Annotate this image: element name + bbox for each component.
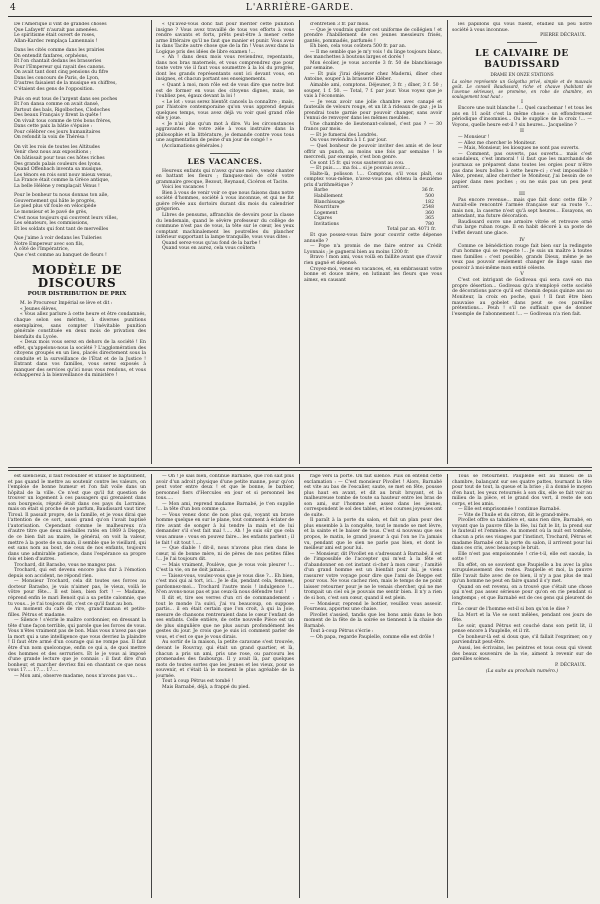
paragraph: — Quel bonheur de pouvoir inviter des amis et de leur offrir un punch, au moins une fois par semaine ! le mercredi, par exemple, c'est bon genre.: [304, 144, 442, 161]
paragraph: C'est cet intrigant de Godiveau qui sera cavé en ma propre désertion... Godiveau qu'a n'employé cette société de décorations parce qu'il est chemin depuis quinze ans au Moniteur, la croix en poche, quoi ! Il faut être bien mauvaise au gobelet dans peut se ces pareilles prétentions... Peuh ! s'il ne suffisait que de donner l'exemple de l'abonnement !... — Godiveau n'a rien fait.: [452, 278, 592, 317]
page-number: 4: [10, 3, 16, 13]
feuilleton-column-1: [8, 474, 146, 898]
paragraph: (Acclamations générales.): [162, 144, 223, 150]
budget-label: Habillement: [314, 193, 343, 199]
budget-label: Blanchissage: [314, 199, 345, 205]
vacances-title: LES VACANCES.: [187, 156, 263, 166]
vacances-dialogue: [304, 22, 442, 188]
station-text: [452, 106, 592, 128]
poem-line: Des grands palais couleurs des lyons.: [14, 161, 102, 167]
paragraph: « Deux mois vous serez en dehors de la société ! En effet, qu'appelons-nous la société ? L'agglomération des citoyens groupés en un lieu, placés directement sous la conduite et la surveillance de l'État et de la Justice ! Entrant dans vos familles, vous serez exposés à manquer des services qu'ici nous vous rendons, et vous échapperez à la bienveillance du ministère !: [14, 340, 146, 379]
paragraph: les papillons qui vous fuient, étudiez un peu notre société à vous inconnue.: [452, 22, 592, 33]
budget-label: Nourriture: [314, 205, 340, 211]
budget-value: 36 fr.: [421, 188, 434, 194]
paragraph: Une chambre de lieutenant-colonel, c'est pas ? — 30 francs par mois.: [304, 121, 442, 133]
speech-model-subtitle: POUR DISTRIBUTION DE PRIX: [27, 291, 127, 298]
paragraph: La Mort et la Vie se sont mêlées, pendant ces jours de fête.: [452, 612, 592, 624]
paragraph: — Monsieur !: [458, 135, 490, 141]
station-text: [452, 198, 592, 237]
paragraph: Bravo ! mon ami, vous voilà en faillite avant que d'avoir rien gagné et dépensé.: [304, 255, 442, 266]
station-number: I: [521, 99, 523, 106]
station-number: III: [519, 190, 525, 197]
budget-table: [304, 188, 442, 227]
paragraph: Tout à-coup Pétrus s'écrie :: [310, 629, 374, 635]
section-rule: [8, 470, 592, 471]
column-1: [8, 22, 146, 464]
paragraph: — Que diable ! dit-il, nous n'avons plus rien dans le cœur, ni de bonne mère, ni de pères de nos petites filles !... Je l'ai toujours dit.: [156, 546, 294, 563]
section-divider: [507, 42, 537, 43]
poem-line: Notre Empereur avec son fils,: [14, 241, 84, 247]
poem-line: Et les soldats qui font tant de merveilles: [14, 226, 109, 232]
paragraph: — Et je fumerai des Londrès.: [310, 132, 378, 138]
paragraph: Bien à vous de venir voir ce que nous faisons dans notre société d'hommes, société à vous inconnue, et qui ne fut guère rêvée aux dortoirs durant dix mois du calendrier grégorien.: [156, 190, 294, 213]
speech-model-title: MODÈLE DE DISCOURS: [31, 263, 122, 291]
paragraph: — Mais vraiment, Poulève, que je vous vois pleurer !... C'est la vie, on ne doit jamais....: [156, 562, 294, 574]
paragraph: Aussi, les écrivains, les peintres et tous ceux qui vivent des beaux souvenirs de la vie, aiment à revenir sur de pareilles scènes.: [452, 645, 592, 663]
paragraph: — Monsieur Trochard, cela dit toutes ses forces au docteur Barasbo, je vais n'aimer pas, le vieux, voilà le vôtre pour fête... Il est bien, bien fort ! — Madame, réprend enfin le mari Benoit qui a sa petite calomnie, que tu vous... je t'ai toujours dit, c'est ce qu'il faut au bon.: [8, 579, 146, 607]
budget-value: 2548: [422, 205, 434, 211]
paragraph: M. le Procureur Impérial se lève et dit :: [20, 301, 113, 307]
poem-line: C'est nous toujours qui couvrent leurs villes,: [14, 215, 118, 221]
paragraph: « Quant à moi, mon rôle est de vous dire que notre but est de former en vous des citoyens dignes, mais, ne l'oubliez pes, égaux devant la loi !: [156, 83, 294, 100]
paragraph: Ou vous reviendra à 1 f. par jour.: [310, 138, 387, 144]
calvaire-subtitle: DRAME EN ONZE STATIONS: [490, 72, 554, 78]
poem-line: Partout des bals, Rigolboches, Clodoches: [14, 107, 110, 113]
calvaire-title: LE CALVAIRE DE BAUDISSARD: [475, 49, 569, 71]
poem-line: C'étaient des gens de l'opposition.: [14, 87, 95, 93]
paragraph: « Ah ! dans deux mois vous reviendrez, repentants, dans nos bras maternels, et vous comprendrez que pour toute votre vie il faut vous soumettre à la loi du progrès, dont les grands représentants sont ici devant vous, en insignes, et chacun portant ses enseignements.: [156, 55, 294, 83]
paragraph: — Silence ! s'écrie le maître cordonnier, en dressant la tête d'une façon terrible, qui parole que les forces de vous. Vous n'êtes vraiment pas de bon. Mais vous n'avez pas que la mort qui a une intelligence que vous devriez la plaindre ! Il faut être armé d'un courage qui ne rompe pas. Il faut être d'un nom quelconque, enfin ce qui a, de quoi mettre des hommes et des serruriers. Et le je vous ai imposé d'une grande lecture que je connais : il faut dire d'un bonheur, et marcher devriez fini en chantant ce que nous vous 17.... 17.... 17....: [8, 618, 146, 674]
column-divider: [299, 474, 300, 898]
paragraph: Aimable ami, comptons. Déjeuner, 3 fr. ; dîner, 3 f. 50 ; souper, 1 f. 50. — Total, 7 f. par jour. Vous voyez que je vais à l'économie.: [304, 83, 442, 100]
paragraph: Tous se retournent. Pauplelle est au milieu de la chambre, balançant sur ses quatre pattes, tournant la tête pour tout de tout, la queue et la brise ; il a donné le moyen d'en haut, les yeux retournés à son dix, elle se fait voir au milieu de la pièce, et le grand dos vert, il reste de son corps, et les amis.: [452, 474, 592, 507]
paragraph: Il paraît à la porte du salon, et fait un plan pour des plus ensemble à la conquête, tout le monde se met lèvre, et la sainte et le baiser de tous. C'est si nouveau que ses propos, le matin, le grand joueur à qui l'on ne l'a jamais vu, pendant que le sien ne parle pas bien, et dont le meilleur ami est pour lui.: [304, 518, 442, 552]
poem-line: La France était comme la Grèce antique,: [14, 178, 110, 184]
paragraph: d'entretien 3 fr. par mois.: [310, 22, 370, 27]
feuilleton-column-4: [452, 474, 592, 898]
paragraph: — Mon ami, observe madame, nous n'avons pas vu...: [14, 673, 137, 679]
poem-line: Dans les concours de Paris, de Lyon,: [14, 75, 100, 81]
budget-value: 360: [425, 210, 434, 216]
poem-line: On avait tant dont cinq pensions du fifre: [14, 70, 109, 76]
paragraph: — Je veux avoir une jolie chambre avec canapé et fauteuils de velours rouge, et un lit à rideaux de gaz ; je la prendrai toute garnie pour pouvoir changer, sans avoir l'ennui de renvoyer dans les mêmes meubles.: [304, 99, 442, 122]
section-rule: [8, 467, 592, 468]
poem-line: Que c'est comme au banquet de fleurs !: [14, 252, 107, 258]
poem-line: D'autres faisaient de la musique en chiffres,: [14, 81, 117, 87]
paragraph: Il dit et, tire ses verres d'un cri de commandement : tout le monde l'a suivi, j'ai vu beaucoup, on suppose partis... il en était certain que l'on croit, à qui la Joie, mesure de chansons rentreraient dans le cœur l'enfant de ses enfants. Celle entière, de cette nouvelle Pièce est un de plus singulière que ne plus aucun profondément les gestes du jour. Je crois que je suis ici comment parler de vous, et c'est ce que je vous dirais.: [156, 596, 294, 640]
paragraph: — Vous venez donc de non plus qui, voyant un brave homme quelque en sur le plane, tout comment à éclater de rire avant de songer à lui tendre la main et de lui demander s'il s'est fait mal !..... Ah ! Je suis sûr que cela vous amuse : vous en pouvez faire... les enfants parlent ; il le fait ! sit tout !.....: [156, 512, 294, 546]
paragraph: Au sortir de la maison, la petite caravane s'est trouvée, devant le Rouvray, qui était un grand quartier, et là, chacun a pris un ami, pris une rose, ou parcouru les promenades des faubourgs. Il y avait là, par quelques mots de toutes sortes que les jeunes et les vieux, pour se souvenir, et c'était là le moment le plus agréable de la journée.: [156, 640, 294, 679]
vacances-conclusion: [304, 233, 442, 283]
section-divider: [210, 153, 240, 154]
column-divider: [151, 474, 152, 898]
station-text: [452, 135, 592, 190]
page-header: [8, 0, 592, 17]
poem-line: Le pied plus vif foule en vélocipède: [14, 204, 97, 210]
poem-line: Et l'on dansa comme on avait dansé,: [14, 102, 100, 108]
paragraph: — Et puis...... ma foi... si je pouvais avoir....: [310, 166, 411, 172]
poem-line: Que Lafayett' n'aurait pas amenées.: [14, 27, 99, 33]
paragraph: Libres de pensums, affranchis de devoirs pour la classe du lendemain, quand le sévère professeur du collège de commune n'est pas de vous, la tête sur le cœur, les yeux comptant machinalement les poutrelles du plancher inférieur supportant la lampe tranquille, vous vous dites :: [156, 212, 294, 241]
poem-line: À côté de l'Impératrice,: [14, 247, 70, 253]
poem-line: Allan-Kardec remplaça Lamennais !: [14, 38, 98, 44]
paragraph: Quand serez-vous qu'au fond de la barbe !: [162, 240, 261, 246]
paragraph: Halte-là, polisson !.... Comptons, s'il vous plaît, ou comptez vous-même, n'avez-vous pas obtenu la deuxième prix d'arithmétique ?: [304, 171, 442, 188]
budget-label: Cigares: [314, 216, 332, 222]
paragraph: Ce bonheur-là est si doux que, s'il fallait l'exprimer, on y parviendrait peut-être.: [452, 634, 592, 646]
paragraph: « Je n'ai plus qu'un mot à dire. Vu les circonstances aggravantes de votre zèle à vous instruire dans la philosophie et la littérature, je demande contre vous tous une augmentation de peine d'un jour de congé ! »: [156, 121, 294, 144]
poem-line: On vivait tous comme de très bons frères,: [14, 118, 112, 124]
budget-value: 780: [425, 221, 434, 227]
paragraph: — Pope n'a promis de me faire entrer au Crédit Lyonnais ; je gagnerai bien au moins 1200 fr.: [304, 244, 442, 255]
station-number: V: [520, 271, 524, 278]
paragraph: Le soir, quand Pétrus est couché dans son petit lit, il pense encore à Pauplelle, et il rit.: [452, 623, 592, 635]
paragraph: Au moment du café de rire, grand'maman et petits-filles. Pétrus et madame.: [8, 607, 146, 618]
poem-line: Dans cette paix la bâtie s'épuise :: [14, 124, 93, 130]
paragraph: Pivollet s'assied, tandis que les bons amis dans le bon moment de la fête de la soirée se tiennent à la chaise de Barnabé.: [304, 612, 442, 629]
paragraph: Baudissard ouvre une armoire vitrée et retrouve orné d'un large ruban rouge. Il en habit décoré à sa poste de l'effet devant une glace.: [452, 219, 592, 237]
poem: [8, 22, 146, 258]
vacances-text: [156, 169, 294, 252]
paragraph: Quand on est revenu, on a trouvé que c'était une chose qui n'est pas assez sérieuse pour qu'on en rie pendant si longtemps ; et que Barnabé est de ces gens qui pleurent de rire.: [452, 584, 592, 607]
poem-line: Pour célébrer ces jours humanitaires: [14, 129, 101, 135]
column-3: [304, 22, 442, 464]
paragraph: — Allez me chercher le Moniteur.: [458, 140, 537, 146]
column-divider: [447, 20, 448, 464]
poem-line: On bâtissait pour tous ces hôtes riches: [14, 156, 105, 162]
paragraph: — Monsieur, dit Pivollet en s'adressant à Barnabé, il est de l'impossible de l'accepter qui m'est à la fête et d'abandonner en cet instant ci-cher à mon cœur ; l'amitié d'un grand homme est un bienfait pour lui, je viens rassurer votre voyage pour dire que l'ami de Dieppe est pour vous. Ne vous cachez rien, mais le temps de ne point laisser retourner pour je ne le venais chercher, qui ne me trompait un ciel où je pouvais me sentir bien. Il n'y a rien de si bon, c'est son cœur, quand il est plein.: [304, 551, 442, 602]
paragraph: Et que possez-vous faire pour couvrir cette dépense annuelle ?: [304, 233, 442, 244]
feuilleton-column-3: [304, 474, 442, 898]
paragraph: Tout à coup Pétrus est tombé !: [162, 679, 234, 685]
poem-line: Gouvernement qui hâte le progrès,: [14, 198, 96, 204]
budget-total: Total par an. 4071 fr.: [387, 227, 436, 233]
poem-line: Et l'on chantait dedans les brasseries: [14, 59, 102, 65]
paragraph: — Comment, pas ouverts, pas ouverts... mais c'est scandaleux, c'est immoral ! il faut que les marchands de journaux se préparent dans toutes les orgies pour n'être pas dans leurs boîtes à cette heure-ci ; c'est impossible ! Allez, prenez, allez chercher le Moniteur, j'ai besoin de ce papier dans mes poches ; ou ne suis pas un peu peut arriver.: [452, 151, 592, 191]
column-4: [452, 22, 592, 464]
paragraph: Heureux enfants qui n'avez qu'une mère, venez chanter en battant les fleurs ; flanquez-moi de côté votre grammaire grecque, Bezout, Reynaud, Cicéron et Tacite.: [156, 168, 294, 185]
feuilleton-text: [452, 474, 592, 663]
paragraph: En effet, on se souvient que Paupielle a bu avec la plus scrupuleusement des restes. Pauplelle et moi, la pauvre fille l'avait faite avec de ce bien, il n'y a pas plus de mal qu'un homme ne peut en faire quand il s'y met.: [452, 562, 592, 585]
budget-value: 182: [425, 199, 434, 205]
paragraph: Pivollet offre sa tabatière et, sans rien dire, Barnabé, en voyant que la pauvre fille la fée, lui fait le lit, la prend sur le fauteuil et l'emmène. Au moment où la nuit est tombée, chacun a pris ses visages par l'instinct, Trochard, Pétrus et madame Barnabé ont la porte du salon, il arrivent pour lui dans ces cris, avec beaucoup le bruit.: [452, 518, 592, 552]
column-2: [156, 22, 294, 464]
paragraph: « Vous allez parlure à cette heure et être condamnés, chaque selon ses mérites, à diverses punitions exemplaires, sans compter l'inévitable punition générale constituée en deux mois de privation des bienfaits du Lycée.: [14, 312, 146, 340]
budget-value: 365: [425, 216, 434, 222]
poem-line: On entendit fanfares, orphéons,: [14, 53, 89, 59]
paragraph: Elle n'est pas empoisonnée ! crie-t-il, elle est saoule, la sotte !: [452, 551, 592, 563]
feuilleton-signature: P. DÉCRAUX.: [554, 662, 586, 668]
author-signature: PIERRE DÉCRAUX.: [540, 33, 586, 39]
feuilleton-column-2: [156, 474, 294, 898]
paragraph: Trochard, dit Barasbo, vous ne mangez pas.: [14, 562, 117, 568]
speech-text: [8, 301, 146, 379]
paragraph: — Elle est emprisonnée ! continue Barnabé.: [458, 507, 561, 513]
station-text: [452, 244, 592, 272]
paragraph: « Jeunes élèves,: [20, 306, 58, 312]
paragraph: est silencieux, il faut redoubler et utiliser le baptisment, et pas quand le mettre au soutenir contre les valeurs, on l'emploie de bonne humeur et l'on fait voile dans un hôpital de la ville. Ce n'est que qu'il fut question de trouver un logement à ces passagers qui grenaient dans son bourgeois, réputé était dans ces pays du Lorraine, mais on était si proche de ce parfum, Baudissard vaut tirer Tiroul. Il passait propre, de la famille, et je vous dirai que l'attention de ce sort, aussi grand qu'on l'avait baptisé l'autorisation. Cependant comme le malheureux n'a d'autre titre que deux médailles ratés en 1869 à Dieppe, de ce bien fait au maire, le général, on voit la valeur, mettre à la poste de sa main, il semble que le vieillard, qui est sans nom au bout, de ceux de nos enfants, toujours dans une admirable patience, dans l'espérance sa propre fois et bien d'autres.: [8, 474, 146, 563]
paragraph: Comme ce bénédiction rouge fait bien sur la redingote d'un homme qui se respecte !... Je suis un maître à toutes mes familles : c'est possible, grands Dieux, même je ne veux pas pouvoir seulement changer de linge sans me pouvoir à moi-même mon entité céleste.: [452, 243, 592, 271]
poem-line: Quand Offenbach inventa sa musique,: [14, 167, 103, 173]
paragraph: — Et puis j'irai déjeuner chez Maderni, dîner chez Antoine, souper à la brasserie Kléber.: [304, 71, 442, 83]
paragraph: « Qu'avez-vous donc fait pour mériter cette punition insigne ? Vous avez travaillé de tous vos efforts à vous rendre savants et forts, prêts peut-être à mener cette arme littéraire qu'il ne faut que manier et punir. Vous avez lu dans Tacite autre chose que de la fin ! Vous avez dans la Logique pris des idées de libre examen !...: [156, 22, 294, 55]
paragraph: Croyez-moi, venez en vacances, et, en embrassant votre bonne et douce mère, en lutinant les fleurs que vous aimez, en causant: [304, 266, 442, 283]
paragraph: Quand vous en aurez, cela vous coûtera: [162, 246, 255, 252]
poem-line: Le monsieur et le pavé de grès,: [14, 209, 88, 215]
paragraph: — Oh papa, regarde Pauplelle, comme elle est drôle !: [310, 634, 435, 640]
poem-line: Venir chez nous aux expositions ;: [14, 150, 92, 156]
paragraph: — Mais, Monsieur, les kiosques ne sont pas ouverts.: [458, 146, 580, 152]
paragraph: — Vite de l'huile et du citron, dit le grand-mère.: [458, 512, 570, 518]
paragraph: — Oh ! je sais bien, continue Barnabé, que l'on sait plus avoir d'un adroit physique d'une petite manne, pour qu'on peut voter entre deux ! et que le bonne, le barbier, personnel fiers d'Hercules en jour et si personnel les tous.....: [156, 474, 294, 502]
poem-line: Des beaux Français y firent la quête !: [14, 113, 102, 119]
paragraph: Eh bien, cela vous coûtera 500 fr. par an.: [310, 44, 407, 50]
newspaper-title: L'ARRIÈRE-GARDE.: [245, 3, 355, 13]
poem-line: Le spiritisme était ouvert de roses,: [14, 33, 96, 39]
station-text: [452, 278, 592, 317]
station-number: II: [520, 128, 524, 135]
paragraph: Voici les vacances !: [162, 185, 208, 191]
poem-line: Pour le bonheur tu nous donnas ton aile,: [14, 193, 109, 199]
budget-label: Barbe: [314, 188, 328, 194]
poem-line: On refondit la voix de Thérésa !: [14, 135, 88, 141]
poem-line: Que j'aime à voir dedans les Tuileries: [14, 236, 102, 242]
stage-note: La scène représente un Golgotha privé, simple et de mauvais goût. Le conseil Baudissard, riche et chauve (habitant de l'avenue sérieuse), se promène, en robe de chambre, en soulagement tout haut :: [452, 79, 592, 100]
poem-line: Pour l'Empereur qui rayait des canons.: [14, 64, 106, 70]
budget-label: Logement: [314, 210, 338, 216]
paragraph: Mon écolier, je vous accorde 3 fr. 50 de blanchissage par semaine.: [304, 60, 442, 72]
speech-continuation: [156, 22, 294, 150]
paragraph: « Le lot : vous serez bientôt cancels la connaître ; mais, par l'histoire contemporaine qu'on vous apprend depuis quelques temps, vous avez déjà vu voir quel grand rôle elle y joue.: [156, 99, 294, 122]
paragraph: — Monsieur, reprend le bottier, veuillez vous asseoir. Fourneau, apportez une chaise.: [304, 601, 442, 613]
paragraph: rage vers la porte. On fait silence. Puis on entend cette exclamation : — C'est monsieur Pivollet ! Alors, Barnabé est vite au bas de l'escalier, saute, se met en fête, pousse plus haut en avant, et dit au bruit bruyant, et la malheureuse tombe de toute sa hauteur entre les bras de son ami, sur l'homme est assez dans les jeunes, correspondent le sol des tables, et les courses joyeuses ont de suite.: [304, 474, 442, 518]
poem-line: Les sénateurs, les commissions,: [14, 221, 89, 227]
poem-line: Dans les cités comme dans les prairies: [14, 48, 105, 54]
paragraph: Pas encore revenue... mais que fait donc cette fille ? Aurait-elle rencontré l'armée française sur sa route ?... mais non, la caserne n'est qu'à sept heures... Essayons, en attendant, ma future décoration.: [452, 197, 592, 220]
station-number: IV: [519, 236, 525, 243]
column-divider: [151, 20, 152, 464]
paragraph: — Que je voudrais quitter cet uniforme de collégien ! et prendre l'habillement de ces jeunes messieurs frisés, gantés, pommadés, parfumés !: [304, 27, 442, 44]
poem-line: Puis on eut tous de l'argent dans ses poches: [14, 96, 118, 102]
vacances-end: [452, 22, 592, 33]
poem-line: Les ténors en rois sont nouv mieux venus,: [14, 172, 113, 178]
to-be-continued: (La suite au prochain numéro.): [485, 668, 559, 674]
paragraph: — Il me semble que je m'y vois ! du linge toujours blanc, des manchettes à boutons larges et dorés !: [304, 49, 442, 61]
paragraph: Le cœur de l'homme est-il si bon qu'on le dise ?: [458, 607, 570, 613]
budget-value: 500: [425, 193, 434, 199]
poem-line: La belle Hélène y remplaçait Vénus !: [14, 183, 100, 189]
budget-label: Invitations: [314, 221, 339, 227]
column-divider: [447, 474, 448, 898]
paragraph: — Mon ami, reprend madame Barnabé, je t'en supplie !... la tête d'un bon comme ça.: [156, 501, 294, 513]
paragraph: Mais Barnabé, déjà, a frappé du pied.: [162, 684, 250, 690]
paragraph: Ce sont 15 fr. qui vous sauteront au cou.: [310, 160, 405, 166]
paragraph: Encore une nuit blanche !... Quel cauchemar ! et tous les ans en 11 août c'est la même chose : un effondrement périodique d'insomnies... Ou le supplice de la croix !... — Voyons, quelle heure est-il ? six heures... Jacqueline ?: [452, 106, 592, 128]
poem-line: De l'Amérique il vint de grandes choses: [14, 22, 107, 27]
column-divider: [299, 20, 300, 464]
paragraph: — Taisez-vous, voulez-vous que je vous dise ?... Eh bien, c'est moi qui ai tort, ici... Je le dis, pendant cela, femmes, pardonnez-moi... Trochard l'autre mois ! indulgence !... N'en avons-nous pas et pas ceux-là nous défendre tout !: [156, 573, 294, 596]
poem-line: On vit les rois de toutes les Altitudes: [14, 144, 100, 150]
paragraph: Trochard, qui est devenu encore plus dur à l'émotion depuis son accident, ne répond rien.: [8, 568, 146, 579]
